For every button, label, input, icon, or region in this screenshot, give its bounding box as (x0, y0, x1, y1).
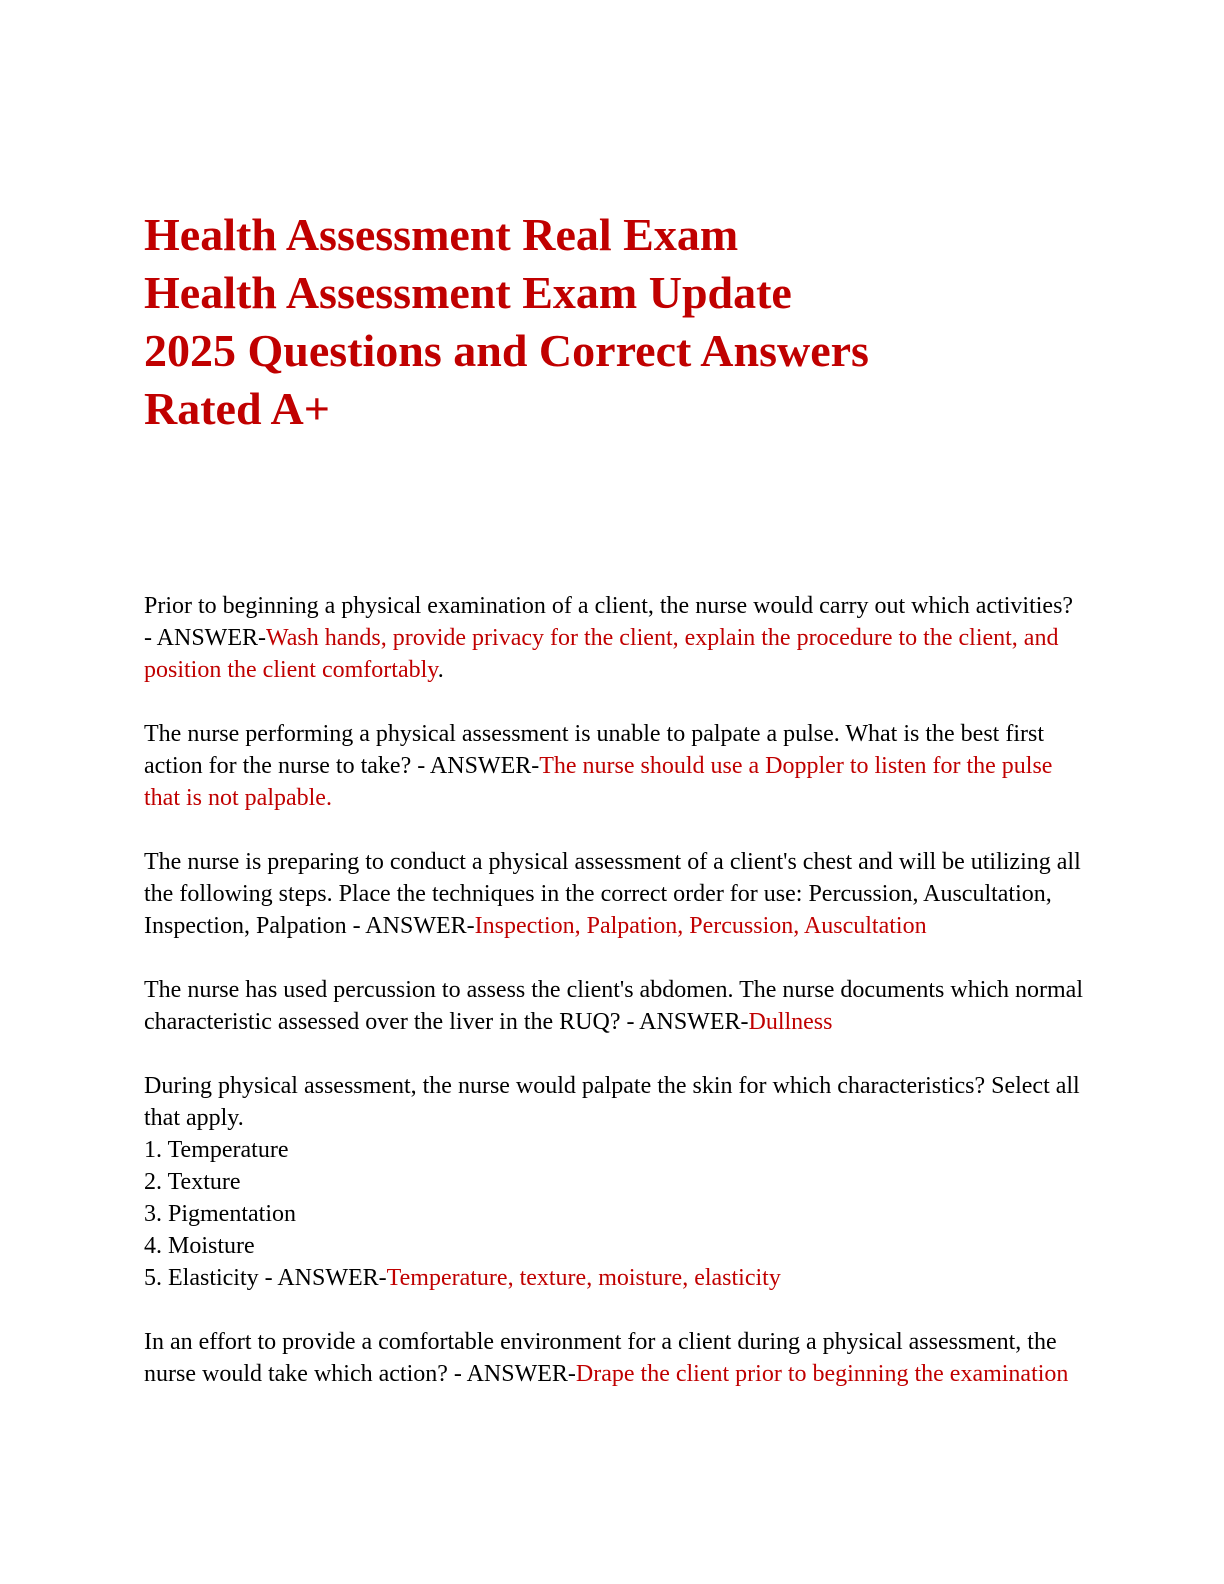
question-text: The nurse performing a physical assessment is unable to palpate a pulse. What is the best first action for the nurse to take? (144, 721, 1044, 779)
question-text: The nurse has used percussion to assess the client's abdomen. The nurse documents which normal characteristic assessed over the liver in the RUQ? (144, 977, 1083, 1035)
option-item: 1. Temperature (144, 1137, 289, 1163)
title-line: Health Assessment Exam Update (144, 267, 792, 318)
qa-item-3 (144, 846, 1084, 942)
answer-marker: - ANSWER- (447, 1361, 576, 1387)
answer-text: Drape the client prior to beginning the examination (575, 1361, 1069, 1387)
question-text: The nurse is preparing to conduct a physical assessment of a client's chest and will be utilizing all the following steps. Place the techniques in the correct order for use: Percussion, Auscultation, Inspection, Palpation (144, 849, 1081, 939)
answer-marker: - ANSWER- (144, 625, 266, 651)
answer-text: Wash hands, provide privacy for the client, explain the procedure to the client, and position the client comfortably (144, 625, 1059, 683)
question-text: In an effort to provide a comfortable environment for a client during a physical assessment, the nurse would take which action? (144, 1329, 1057, 1387)
question-text: During physical assessment, the nurse would palpate the skin for which characteristics? Select all that apply. (144, 1073, 1080, 1131)
answer-marker: - ANSWER- (258, 1265, 387, 1291)
option-item: 2. Texture (144, 1169, 241, 1195)
title-line: 2025 Questions and Correct Answers (144, 325, 869, 376)
answer-marker: - ANSWER- (411, 753, 540, 779)
answer-marker: - ANSWER- (346, 913, 475, 939)
answer-text: Dullness (748, 1009, 833, 1035)
answer-text: Inspection, Palpation, Percussion, Auscultation (474, 913, 927, 939)
title-line: Health Assessment Real Exam (144, 209, 739, 260)
answer-text: Temperature, texture, moisture, elasticity (386, 1265, 781, 1291)
qa-item-6 (144, 1326, 1084, 1390)
qa-item-2 (144, 718, 1084, 814)
qa-item-4 (144, 974, 1084, 1038)
qa-item-5 (144, 1070, 1084, 1294)
answer-trailing-punctuation: . (437, 657, 444, 683)
option-item: 5. Elasticity (144, 1265, 259, 1291)
qa-list (144, 590, 1084, 1422)
answer-text: The nurse should use a Doppler to listen for the pulse that is not palpable. (144, 753, 1053, 811)
option-item: 3. Pigmentation (144, 1201, 296, 1227)
title-line: Rated A+ (144, 383, 330, 434)
document-title (144, 206, 1104, 438)
qa-item-1 (144, 590, 1084, 686)
question-text: Prior to beginning a physical examination of a client, the nurse would carry out which activities? (144, 593, 1074, 619)
answer-marker: - ANSWER- (620, 1009, 749, 1035)
option-item: 4. Moisture (144, 1233, 255, 1259)
